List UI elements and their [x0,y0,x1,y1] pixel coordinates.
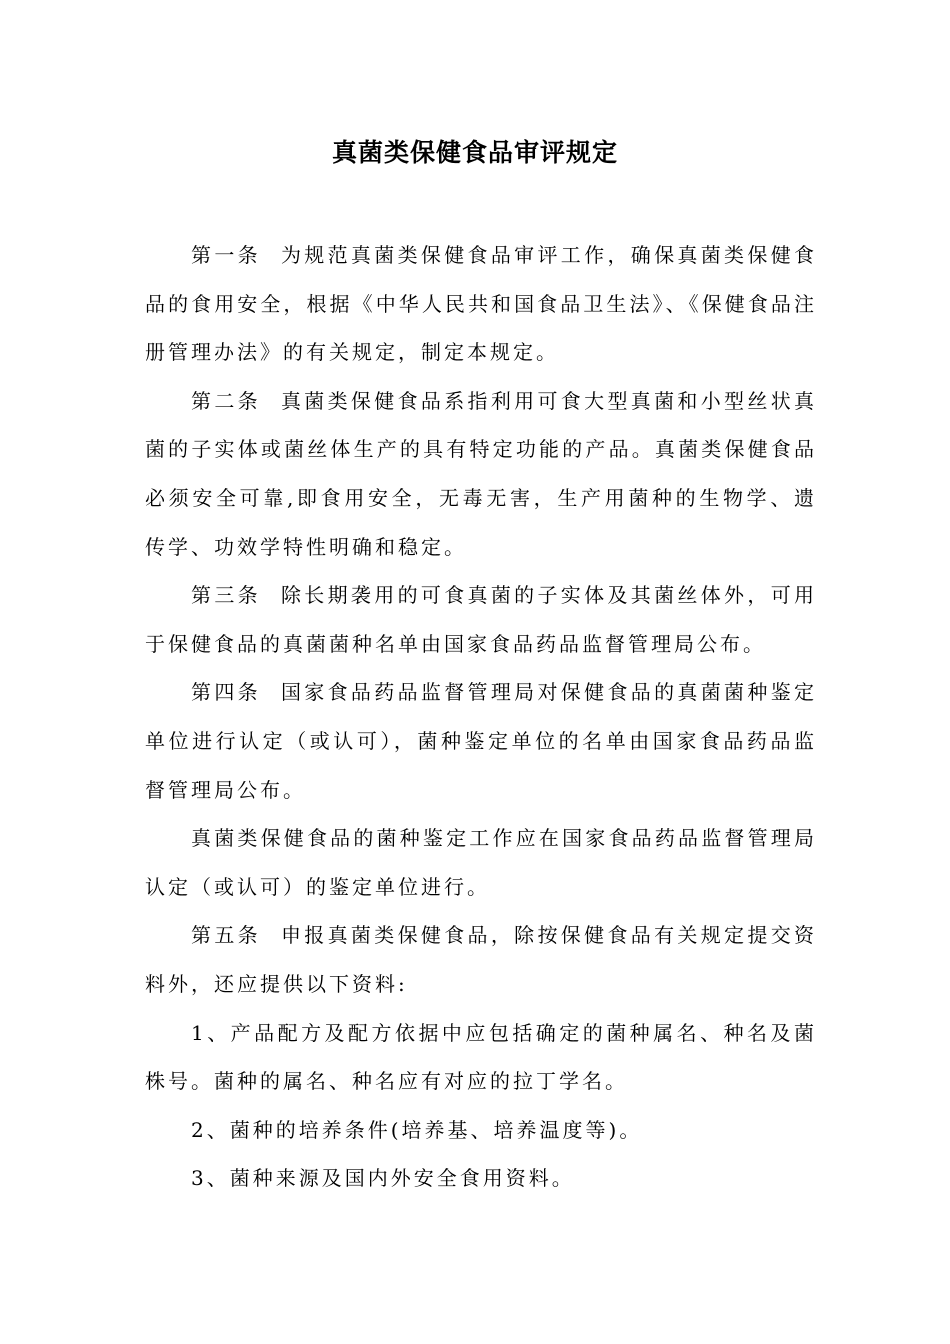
article-number: 第五条 [191,923,261,948]
paragraph-text: 申报真菌类保健食品，除按保健食品有关规定提交资料外，还应提供以下资料: [145,923,818,996]
paragraph-text: 除长期袭用的可食真菌的子实体及其菌丝体外，可用于保健食品的真菌菌种名单由国家食品药品监督管理局公布。 [145,583,818,656]
paragraph-article-4-continued [145,814,817,911]
paragraph-text: 国家食品药品监督管理局对保健食品的真菌菌种鉴定单位进行认定（或认可），菌种鉴定单位的名单由国家食品药品监督管理局公布。 [145,680,818,802]
list-item-1 [145,1009,817,1106]
document-body [145,231,817,1203]
paragraph-article-4 [145,668,817,814]
paragraph-article-5 [145,911,817,1008]
paragraph-text: 1、产品配方及配方依据中应包括确定的菌种属名、种名及菌株号。菌种的属名、种名应有对应的拉丁学名。 [145,1020,817,1094]
paragraph-article-3 [145,571,817,668]
list-item-3 [145,1154,817,1203]
article-number: 第一条 [191,243,261,267]
paragraph-text: 3、菌种来源及国内外安全食用资料。 [191,1166,575,1191]
article-number: 第二条 [191,388,261,413]
paragraph-text: 2、菌种的培养条件(培养基、培养温度等)。 [191,1117,643,1142]
paragraph-article-2 [145,377,817,571]
paragraph-text: 为规范真菌类保健食品审评工作，确保真菌类保健食品的食用安全，根据《中华人民共和国食品卫生法》、《保健食品注册管理办法》的有关规定，制定本规定。 [145,243,818,365]
paragraph-text: 真菌类保健食品系指利用可食大型真菌和小型丝状真菌的子实体或菌丝体生产的具有特定功能的产品。真菌类保健食品必须安全可靠,即食用安全，无毒无害，生产用菌种的生物学、遗传学、功效学特性明确和稳定。 [145,388,818,559]
article-number: 第四条 [191,680,261,705]
paragraph-article-1 [145,231,817,377]
article-number: 第三条 [191,583,261,608]
paragraph-text: 真菌类保健食品的菌种鉴定工作应在国家食品药品监督管理局认定（或认可）的鉴定单位进行。 [145,826,817,899]
document-title: 真菌类保健食品审评规定 [331,138,618,167]
list-item-2 [145,1106,817,1155]
